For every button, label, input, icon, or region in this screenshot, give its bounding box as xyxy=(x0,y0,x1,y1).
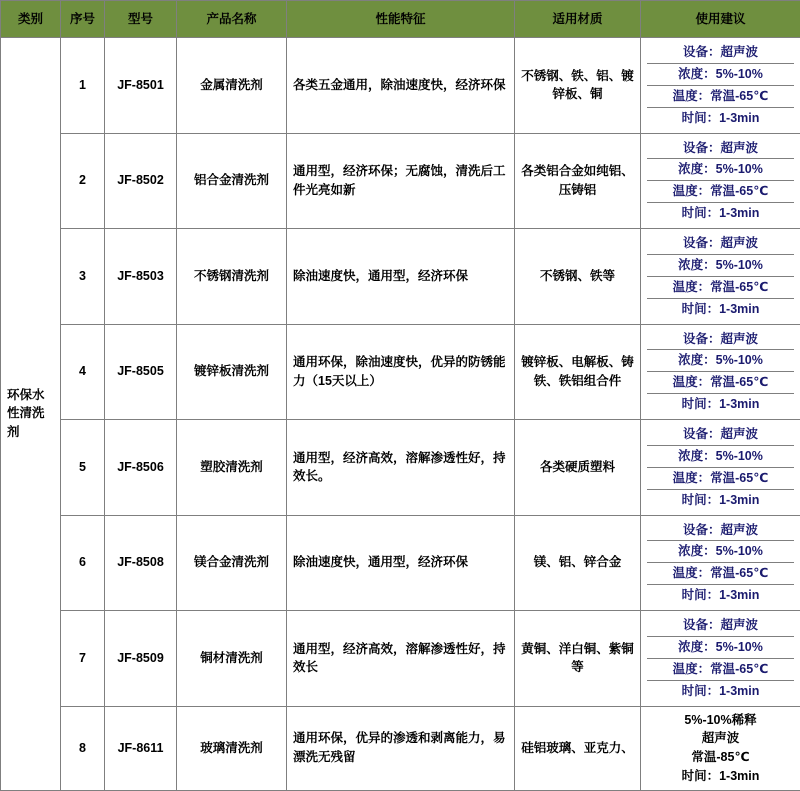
row-index: 8 xyxy=(61,706,105,790)
row-usage-advice xyxy=(641,324,800,420)
advice-line: 时间：1-3min xyxy=(647,203,794,224)
table-row xyxy=(1,133,800,229)
advice-line: 浓度：5%-10% xyxy=(647,63,794,85)
advice-line: 浓度：5%-10% xyxy=(647,636,794,658)
row-features: 通用型，经济环保；无腐蚀，清洗后工件光亮如新 xyxy=(287,133,515,229)
column-header-usage-advice: 使用建议 xyxy=(641,1,800,38)
advice-line: 时间：1-3min xyxy=(647,489,794,510)
advice-line: 时间：1-3min xyxy=(647,585,794,606)
row-usage-advice xyxy=(641,133,800,229)
row-product-name: 塑胶清洗剂 xyxy=(177,420,287,516)
advice-line: 设备：超声波 xyxy=(647,42,794,63)
advice-line: 时间：1-3min xyxy=(647,107,794,128)
row-model: JF-8506 xyxy=(105,420,177,516)
table-row xyxy=(1,515,800,611)
row-product-name: 不锈钢清洗剂 xyxy=(177,229,287,325)
row-model: JF-8509 xyxy=(105,611,177,707)
row-index: 3 xyxy=(61,229,105,325)
row-model: JF-8503 xyxy=(105,229,177,325)
advice-line: 浓度：5%-10% xyxy=(647,350,794,372)
advice-line: 温度：常温-65℃ xyxy=(647,372,794,394)
advice-line: 温度：常温-65℃ xyxy=(647,276,794,298)
row-usage-advice xyxy=(641,420,800,516)
row-features: 通用型，经济高效，溶解渗透性好，持效长 xyxy=(287,611,515,707)
advice-line: 5%-10%稀释 xyxy=(647,711,794,730)
advice-line: 设备：超声波 xyxy=(647,424,794,445)
row-material: 硅铝玻璃、亚克力、 xyxy=(515,706,641,790)
table-body xyxy=(1,38,800,791)
row-usage-advice xyxy=(641,229,800,325)
advice-line: 时间：1-3min xyxy=(647,767,794,786)
row-model: JF-8501 xyxy=(105,38,177,134)
advice-line: 常温-85℃ xyxy=(647,748,794,767)
column-header-model: 型号 xyxy=(105,1,177,38)
row-material: 各类硬质塑料 xyxy=(515,420,641,516)
row-product-name: 镁合金清洗剂 xyxy=(177,515,287,611)
row-features: 除油速度快，通用型，经济环保 xyxy=(287,229,515,325)
row-features: 通用环保，优异的渗透和剥离能力，易漂洗无残留 xyxy=(287,706,515,790)
row-features: 除油速度快，通用型，经济环保 xyxy=(287,515,515,611)
advice-line: 时间：1-3min xyxy=(647,394,794,415)
row-usage-advice xyxy=(641,706,800,790)
table-header xyxy=(1,1,800,38)
advice-line: 设备：超声波 xyxy=(647,615,794,636)
row-material: 各类铝合金如纯铝、压铸铝 xyxy=(515,133,641,229)
advice-line: 设备：超声波 xyxy=(647,138,794,159)
table-row xyxy=(1,229,800,325)
advice-line: 浓度：5%-10% xyxy=(647,445,794,467)
column-header-category: 类别 xyxy=(1,1,61,38)
row-index: 6 xyxy=(61,515,105,611)
category-cell: 环保水性清洗剂 xyxy=(1,38,61,791)
advice-line: 浓度：5%-10% xyxy=(647,541,794,563)
row-material: 镁、铝、锌合金 xyxy=(515,515,641,611)
advice-line: 温度：常温-65℃ xyxy=(647,467,794,489)
row-model: JF-8508 xyxy=(105,515,177,611)
advice-line: 温度：常温-65℃ xyxy=(647,85,794,107)
table-header-row xyxy=(1,1,800,38)
table-row xyxy=(1,420,800,516)
row-model: JF-8505 xyxy=(105,324,177,420)
table-row xyxy=(1,324,800,420)
advice-line: 设备：超声波 xyxy=(647,233,794,254)
row-usage-advice xyxy=(641,515,800,611)
row-product-name: 铝合金清洗剂 xyxy=(177,133,287,229)
row-product-name: 金属清洗剂 xyxy=(177,38,287,134)
advice-line: 超声波 xyxy=(647,729,794,748)
advice-line: 设备：超声波 xyxy=(647,520,794,541)
advice-line: 设备：超声波 xyxy=(647,329,794,350)
advice-line: 时间：1-3min xyxy=(647,298,794,319)
row-model: JF-8611 xyxy=(105,706,177,790)
row-index: 2 xyxy=(61,133,105,229)
row-material: 镀锌板、电解板、铸铁、铁铝组合件 xyxy=(515,324,641,420)
row-material: 不锈钢、铁等 xyxy=(515,229,641,325)
table-row xyxy=(1,611,800,707)
advice-line: 温度：常温-65℃ xyxy=(647,658,794,680)
table-row xyxy=(1,706,800,790)
advice-line: 温度：常温-65℃ xyxy=(647,563,794,585)
row-material: 不锈钢、铁、铝、镀锌板、铜 xyxy=(515,38,641,134)
row-index: 5 xyxy=(61,420,105,516)
row-model: JF-8502 xyxy=(105,133,177,229)
column-header-features: 性能特征 xyxy=(287,1,515,38)
row-features: 各类五金通用，除油速度快，经济环保 xyxy=(287,38,515,134)
row-index: 4 xyxy=(61,324,105,420)
advice-line: 浓度：5%-10% xyxy=(647,159,794,181)
row-index: 7 xyxy=(61,611,105,707)
table-row xyxy=(1,38,800,134)
row-product-name: 镀锌板清洗剂 xyxy=(177,324,287,420)
row-features: 通用环保，除油速度快，优异的防锈能力（15天以上） xyxy=(287,324,515,420)
column-header-index: 序号 xyxy=(61,1,105,38)
row-product-name: 玻璃清洗剂 xyxy=(177,706,287,790)
row-usage-advice xyxy=(641,611,800,707)
advice-line: 时间：1-3min xyxy=(647,680,794,701)
row-material: 黄铜、洋白铜、紫铜等 xyxy=(515,611,641,707)
row-features: 通用型，经济高效，溶解渗透性好，持效长。 xyxy=(287,420,515,516)
advice-line: 浓度：5%-10% xyxy=(647,254,794,276)
row-usage-advice xyxy=(641,38,800,134)
column-header-material: 适用材质 xyxy=(515,1,641,38)
row-product-name: 铜材清洗剂 xyxy=(177,611,287,707)
row-index: 1 xyxy=(61,38,105,134)
column-header-product-name: 产品名称 xyxy=(177,1,287,38)
advice-line: 温度：常温-65℃ xyxy=(647,181,794,203)
